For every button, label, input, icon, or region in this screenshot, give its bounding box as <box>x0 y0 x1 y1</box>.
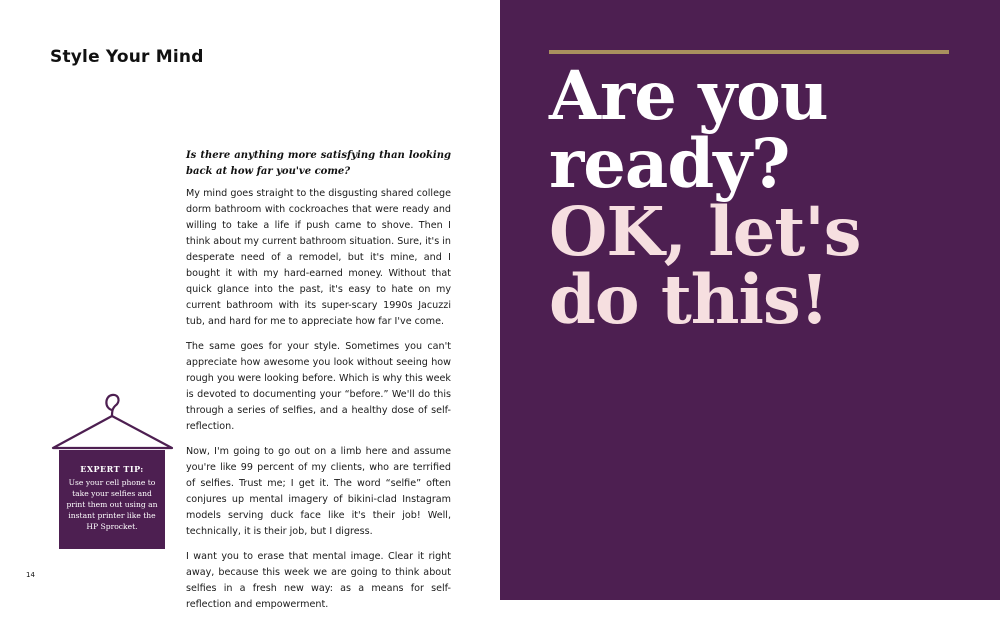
expert-tip-title: EXPERT TIP: <box>80 464 144 474</box>
body-text-column <box>186 148 451 622</box>
body-paragraph: The same goes for your style. Sometimes you can't appreciate how awesome you look without seeing how rough you were looking before. Which is why this week is devoted to documenting your “before.” We'll do this through a series of selfies, and a healthy dose of self-reflection. <box>186 341 451 432</box>
right-page <box>500 0 1000 600</box>
headline-line: ready? <box>549 124 790 203</box>
body-paragraph: I want you to erase that mental image. Clear it right away, because this week we are going to think about selfies in a fresh new way: as a means for self-reflection and empowerment. <box>186 551 451 610</box>
body-paragraph: Now, I'm going to go out on a limb here and assume you're like 99 percent of my clients, who are terrified of selfies. Trust me; I get it. The word “selfie” often conjures up mental imagery of bikini-clad Instagram models serving duck face like it's their job! Well, technically, it is their job, but I digress. <box>186 446 451 537</box>
left-page <box>0 0 500 610</box>
gold-rule <box>549 50 949 54</box>
expert-tip-body: Use your cell phone to take your selfies and print them out using an instant printer like the HP Sprocket. <box>66 478 158 531</box>
body-paragraph: My mind goes straight to the disgusting shared college dorm bathroom with cockroaches that were ready and willing to take a life if push came to shove. Then I think about my current bathroom situation. Sure, it's in desperate need of a remodel, but it's mine, and I bought it with my hard-earned money. Without that quick glance into the past, it's easy to hate on my current bathroom with its super-scary 1990s Jacuzzi tub, and hard for me to appreciate how far I've come. <box>186 188 451 327</box>
headline-line: Are you <box>549 56 828 135</box>
headline-line: OK, let's <box>549 192 861 271</box>
running-head: Style Your Mind <box>50 47 204 67</box>
headline <box>549 56 989 339</box>
lead-question: Is there anything more satisfying than looking back at how far you've come? <box>186 150 451 177</box>
page-number: 14 <box>26 571 35 579</box>
expert-tip-card <box>59 450 165 549</box>
headline-line: do this! <box>549 260 829 339</box>
